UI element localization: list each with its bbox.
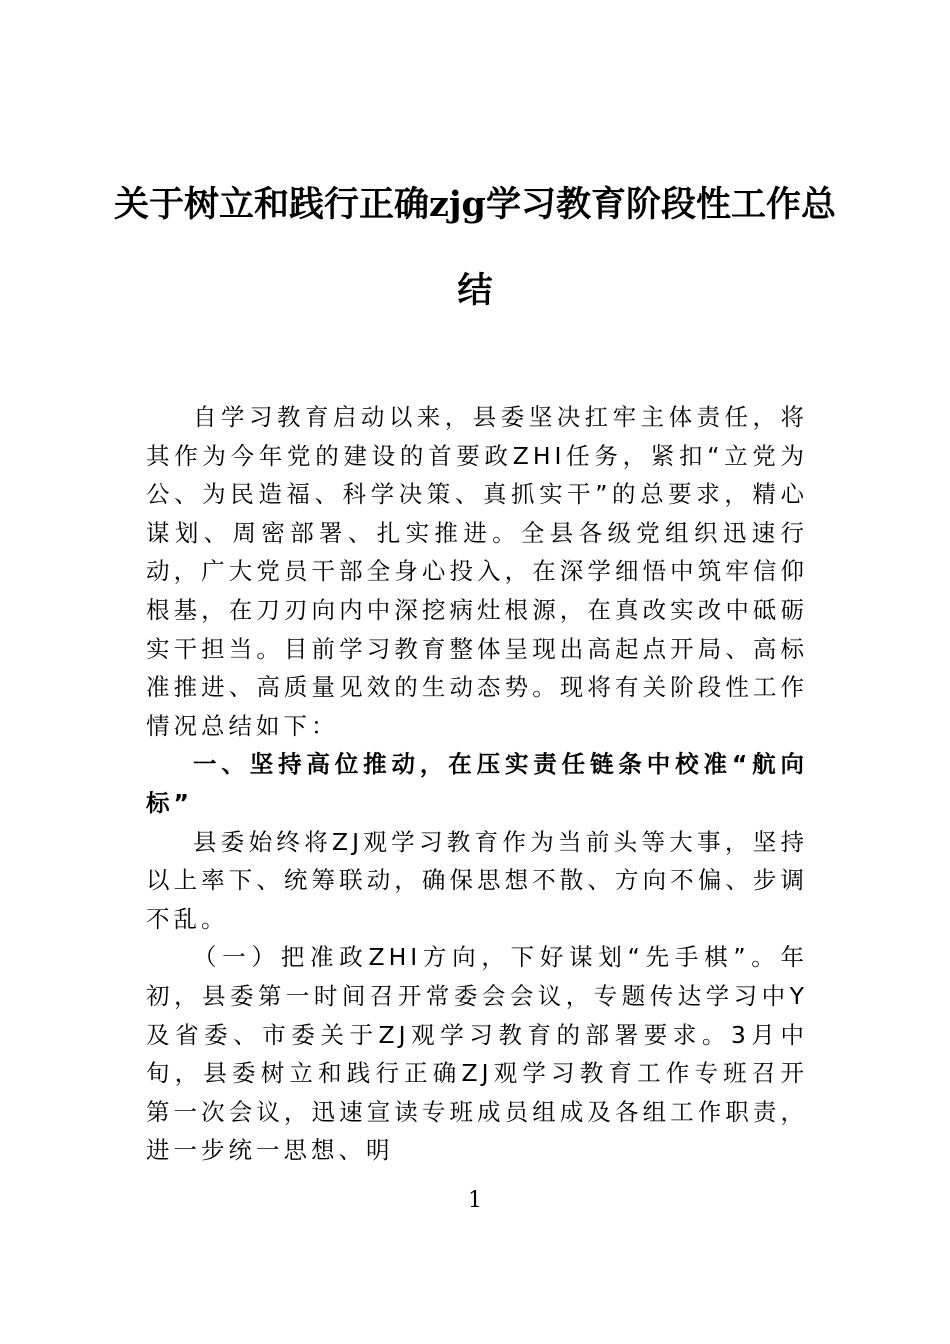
section-1-paragraph: 县委始终将ZJ观学习教育作为当前头等大事，坚持以上率下、统筹联动，确保思想不散、方向不偏、步调不乱。 (146, 827, 808, 933)
page-number: 1 (468, 1188, 482, 1213)
intro-paragraph: 自学习教育启动以来，县委坚决扛牢主体责任，将其作为今年党的建设的首要政ZHI任务，紧扣“立党为公、为民造福、科学决策、真抓实干”的总要求，精心谋划、周密部署、扎实推进。全县各级党组织迅速行动，广大党员干部全身心投入，在深学细悟中筑牢信仰根基，在刀刃向内中深挖病灶根源，在真改实改中砥砺实干担当。目前学习教育整体呈现出高起点开局、高标准推进、高质量见效的生动态势。现将有关阶段性工作情况总结如下： (146, 403, 808, 740)
document-body (146, 398, 808, 1170)
section-heading-1: 一、坚持高位推动，在压实责任链条中校准“航向标” (146, 750, 808, 817)
subsection-1-paragraph: （一）把准政ZHI方向，下好谋划“先手棋”。年初，县委第一时间召开常委会会议，专题传达学习中Y及省委、市委关于ZJ观学习教育的部署要求。3月中旬，县委树立和践行正确ZJ观学习教育工作专班召开第一次会议，迅速宣读专班成员组成及各组工作职责，进一步统一思想、明 (146, 943, 808, 1165)
document-title: 关于树立和践行正确zjg学习教育阶段性工作总结 (113, 184, 836, 311)
